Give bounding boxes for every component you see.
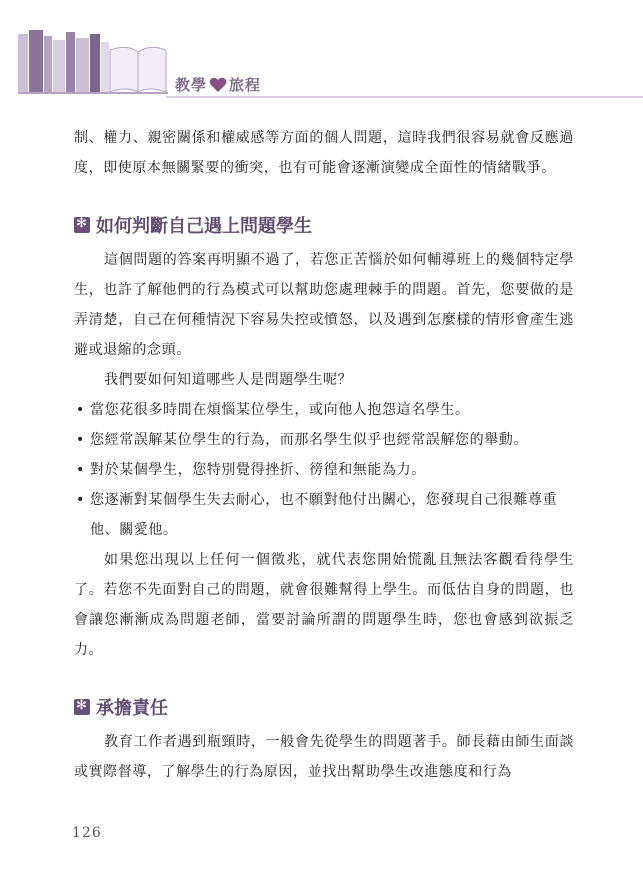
chapter-title-part1: 教學 [175,76,208,94]
flower-icon [74,217,90,233]
section-heading-responsibility [74,691,574,723]
chapter-title [175,74,261,95]
heart-icon [209,77,227,93]
page-content [74,123,574,787]
section-heading-text: 承擔責任 [96,698,168,719]
section2-paragraph: 教育工作者遇到瓶頸時，一般會先從學生的問題著手。師長藉由師生面談或實際督導，了解學生的行為原因，並找出幫助學生改進態度和行為 [74,734,574,780]
flower-icon [74,699,90,715]
intro-paragraph: 制、權力、親密關係和權威感等方面的個人問題，這時我們很容易就會反應過度，即使原本無關緊要的衝突，也有可能會逐漸演變成全面性的情緒戰爭。 [74,130,574,176]
page-header [0,0,643,110]
list-item: • 您逐漸對某個學生失去耐心，也不願對他付出關心，您發現自己很難尊重他、關愛他。 [74,485,574,545]
section-heading-text: 如何判斷自己遇上問題學生 [96,216,312,237]
header-divider [166,96,643,98]
section1-paragraph: 這個問題的答案再明顯不過了，若您正苦惱於如何輔導班上的幾個特定學生，也許了解他們的行為模式可以幫助您處理棘手的問題。首先，您要做的是弄清楚，自己在何種情況下容易失控或憤怒，以及遇到怎麼樣的情形會產生逃避或退縮的念頭。 [74,252,574,358]
warning-signs-list [74,395,574,545]
page-number: 126 [72,825,102,841]
section1-conclusion: 如果您出現以上任何一個徵兆，就代表您開始慌亂且無法客觀看待學生了。若您不先面對自己的問題，就會很難幫得上學生。而低估自身的問題，也會讓您漸漸成為問題老師，當要討論所謂的問題學生時，您也會感到欲振乏力。 [74,552,574,658]
list-item: • 當您花很多時間在煩惱某位學生，或向他人抱怨這名學生。 [74,395,574,425]
books-illustration [18,30,168,96]
list-item: • 對於某個學生，您特別覺得挫折、徬徨和無能為力。 [74,455,574,485]
chapter-title-part2: 旅程 [229,76,262,94]
section1-question: 我們要如何知道哪些人是問題學生呢？ [104,372,353,388]
section-heading-problem-students [74,209,574,241]
list-item: • 您經常誤解某位學生的行為，而那名學生似乎也經常誤解您的舉動。 [74,425,574,455]
